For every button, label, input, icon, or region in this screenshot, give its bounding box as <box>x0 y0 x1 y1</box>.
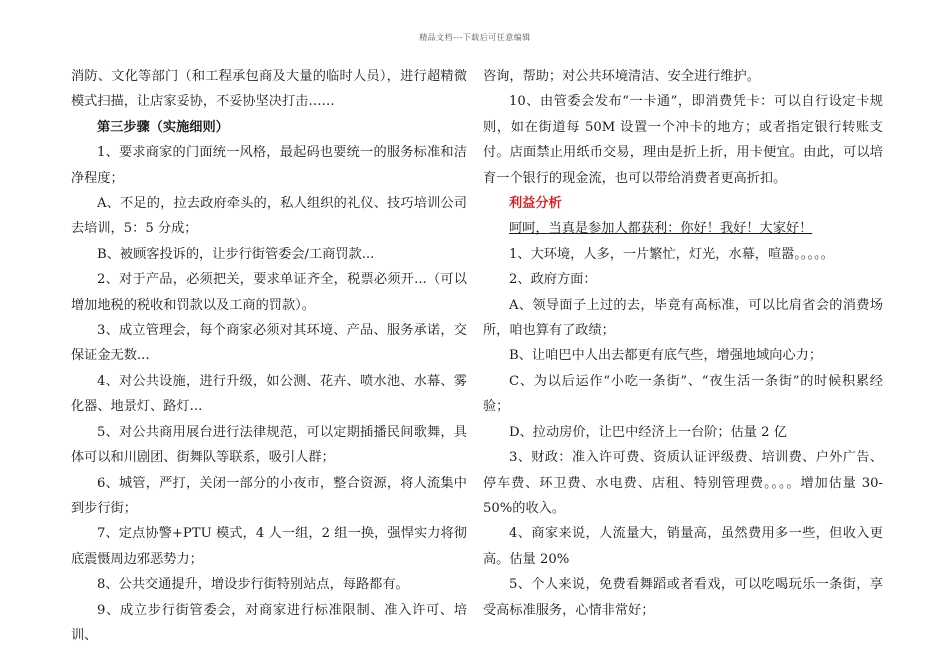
paragraph: B、被顾客投诉的，让步行街管委会/工商罚款... <box>97 246 375 262</box>
paragraph: 4、商家来说，人流量大，销量高，虽然费用多一些，但收入更高。估量 20% <box>483 526 883 567</box>
paragraph: 2、政府方面： <box>509 272 597 288</box>
paragraph: 5、对公共商用展台进行法律规范，可以定期插播民间歌舞，具体可以和川剧团、街舞队等联系，吸引人群； <box>71 424 467 466</box>
paragraph: 4、对公共设施，进行升级，如公测、花卉、喷水池、水幕、雾化器、地景灯、路灯... <box>71 373 467 415</box>
underlined-subtitle: 呵呵，当真是参加人都获利：你好！我好！大家好！ <box>509 221 813 237</box>
paragraph: 消防、文化等部门（和工程承包商及大量的临时人员），进行超精微模式扫描，让店家妥协，不妥协坚决打击…… <box>71 69 467 110</box>
paragraph: 5、个人来说，免费看舞蹈或者看戏，可以吃喝玩乐一条街，享受高标准服务，心情非常好； <box>483 577 883 618</box>
paragraph: A、领导面子上过的去，毕竟有高标准，可以比肩省会的消费场所，咱也算有了政绩； <box>483 297 883 339</box>
paragraph: 1、大环境，人多，一片繁忙，灯光，水幕，喧嚣。。。。。 <box>509 246 834 262</box>
paragraph: D、拉动房价，让巴中经济上一台阶；估量 2 亿 <box>509 424 787 440</box>
paragraph: 8、公共交通提升，增设步行街特别站点，每路都有。 <box>97 577 409 593</box>
paragraph: 3、成立管理会，每个商家必须对其环境、产品、服务承诺，交保证金无数... <box>71 323 467 364</box>
right-column <box>483 64 883 623</box>
paragraph: 6、城管，严打，关闭一部分的小夜市，整合资源，将人流集中到步行街； <box>71 475 467 516</box>
paragraph: 10、由管委会发布“一卡通”，即消费凭卡：可以自行设定卡规则，如在街道每 50M 设置一个冲卡的地方；或者指定银行转账支付。店面禁止用纸币交易，理由是折上折，用卡便宜。由此，可以培育一个银行的现金流，也可以带给消费者更高折扣。 <box>483 94 883 186</box>
paragraph: A、不足的，拉去政府牵头的，私人组织的礼仪、技巧培训公司去培训，5：5 分成； <box>71 196 467 237</box>
page-header: 精品文档---下载后可任意编辑 <box>419 33 531 42</box>
paragraph: 2、对于产品，必须把关，要求单证齐全，税票必须开...（可以增加地税的税收和罚款以及工商的罚款）。 <box>71 272 467 313</box>
paragraph: 3、财政：准入许可费、资质认证评级费、培训费、户外广告、停车费、环卫费、水电费、店租、特别管理费。。。。增加估量 30-50%的收入。 <box>483 450 883 516</box>
left-column <box>71 64 467 648</box>
section-heading-benefit-analysis: 利益分析 <box>509 196 562 212</box>
section-heading-steps: 第三步骤（实施细则） <box>97 119 229 135</box>
paragraph: C、为以后运作“小吃一条街”、“夜生活一条街”的时候积累经验； <box>483 373 883 415</box>
paragraph: 7、定点协警+PTU 模式，4 人一组，2 组一换，强悍实力将彻底震慑周边邪恶势力； <box>71 526 467 567</box>
subtitle-line <box>483 216 883 241</box>
paragraph: 咨询，帮助；对公共环境清洁、安全进行维护。 <box>483 69 760 84</box>
paragraph: 9、成立步行街管委会，对商家进行标准限制、准入许可、培训、 <box>71 602 467 643</box>
paragraph: 1、要求商家的门面统一风格，最起码也要统一的服务标准和洁净程度； <box>71 145 467 186</box>
paragraph: B、让咱巴中人出去都更有底气些，增强地域向心力； <box>509 348 823 364</box>
